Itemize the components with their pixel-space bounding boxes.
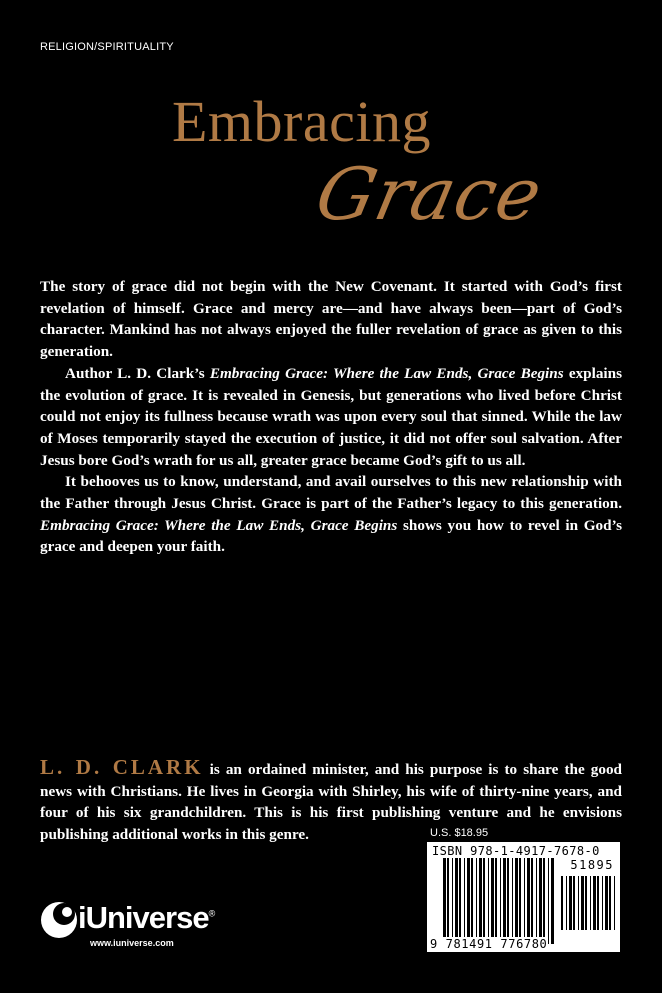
blurb-text-segment: The story of grace did not begin with the New Covenant. It started with God’s first revelation of himself. Grace and mercy are—and have always been—part of God’s character. Mankind has not always enjoyed the fuller revelation of grace as given to this generation.	[40, 278, 622, 361]
barcode-bar	[476, 858, 477, 944]
barcode-bar	[543, 858, 545, 944]
author-name: L. D. CLARK	[40, 755, 204, 779]
publisher-name: iUniverse	[78, 900, 209, 935]
barcode-number: 9 781491 776780	[430, 937, 548, 951]
blurb-text-segment: shows you how to revel in God’s grace and deepen your faith.	[40, 516, 622, 556]
barcode-bar	[581, 876, 584, 930]
title-line-2: Grace	[309, 152, 550, 236]
blurb-text-segment: Author L. D. Clark’s	[65, 364, 210, 382]
barcode-bar	[536, 858, 537, 944]
barcode-bar	[491, 858, 494, 944]
blurb-text-segment: explains the evolution of grace. It is revealed in Genesis, but generations who lived before Christ could not enjoy its fullness because wrath was upon every soul that sinned. While the law of Moses temporarily stayed the execution of justice, it did not offer soul salvation. After Jesus bore God’s wrath for us all, greater grace became God’s gift to us all.	[40, 364, 623, 469]
barcode-bar	[602, 876, 603, 930]
publisher-logo	[40, 900, 215, 948]
barcode-bar	[519, 858, 521, 944]
barcode-bar	[539, 858, 542, 944]
barcode-bar	[524, 858, 525, 944]
barcode-bar	[512, 858, 513, 944]
barcode-bar	[464, 858, 465, 944]
barcode-bar	[561, 876, 563, 930]
barcode-bar	[455, 858, 458, 944]
barcode-bar	[500, 858, 501, 944]
book-title-reference: Embracing Grace: Where the Law Ends, Grace Begins	[40, 516, 398, 534]
barcode-bar	[495, 858, 497, 944]
barcode-bar	[443, 858, 446, 944]
iuniverse-swirl-icon	[40, 900, 78, 940]
barcode-bar	[488, 858, 489, 944]
barcode-bar	[605, 876, 608, 930]
barcode-bar	[447, 858, 449, 944]
barcode-bar	[585, 876, 587, 930]
blurb-text-segment: It behooves us to know, understand, and avail ourselves to this new relationship with the Father through Jesus Christ. Grace is part of the Father’s legacy to this generation.	[40, 473, 622, 513]
isbn-text: ISBN 978-1-4917-7678-0	[432, 844, 600, 858]
barcode-bar	[548, 858, 549, 944]
barcode-bar	[614, 876, 615, 930]
book-title-reference: Embracing Grace: Where the Law Ends, Grace Begins	[209, 364, 564, 382]
barcode-bars	[427, 842, 620, 952]
barcode-bar	[569, 876, 572, 930]
barcode-bar	[566, 876, 567, 930]
registered-mark: ®	[208, 908, 215, 919]
barcode-bar	[593, 876, 596, 930]
barcode-bar	[515, 858, 518, 944]
barcode-bar	[483, 858, 485, 944]
title-line-1: Embracing	[172, 89, 431, 154]
price-label: U.S. $18.95	[430, 827, 489, 839]
barcode	[427, 842, 620, 952]
blurb-text	[40, 276, 622, 558]
barcode-bar	[578, 876, 579, 930]
price-code: 51895	[570, 858, 614, 872]
barcode-bar	[531, 858, 533, 944]
barcode-bar	[527, 858, 530, 944]
blurb-paragraph	[40, 471, 622, 558]
author-bio-text: is an ordained minister, and his purpose is to share the good news with Christians. He lives in Georgia with Shirley, his wife of thirty-nine years, and four of his six grandchildren. This is his first publishing venture and he envisions publishing additional works in this genre.	[40, 761, 622, 844]
publisher-url: www.iuniverse.com	[90, 938, 174, 948]
barcode-bar	[503, 858, 506, 944]
author-bio	[40, 757, 622, 846]
barcode-bar	[551, 858, 554, 944]
barcode-bar	[597, 876, 599, 930]
barcode-bar	[573, 876, 575, 930]
barcode-bar	[471, 858, 473, 944]
barcode-bar	[590, 876, 591, 930]
barcode-bar	[507, 858, 509, 944]
category-label: RELIGION/SPIRITUALITY	[40, 41, 174, 53]
barcode-bar	[609, 876, 611, 930]
blurb-paragraph	[40, 363, 622, 472]
barcode-bar	[459, 858, 461, 944]
blurb-paragraph	[40, 276, 622, 363]
barcode-bar	[479, 858, 482, 944]
barcode-bar	[467, 858, 470, 944]
barcode-bar	[452, 858, 453, 944]
